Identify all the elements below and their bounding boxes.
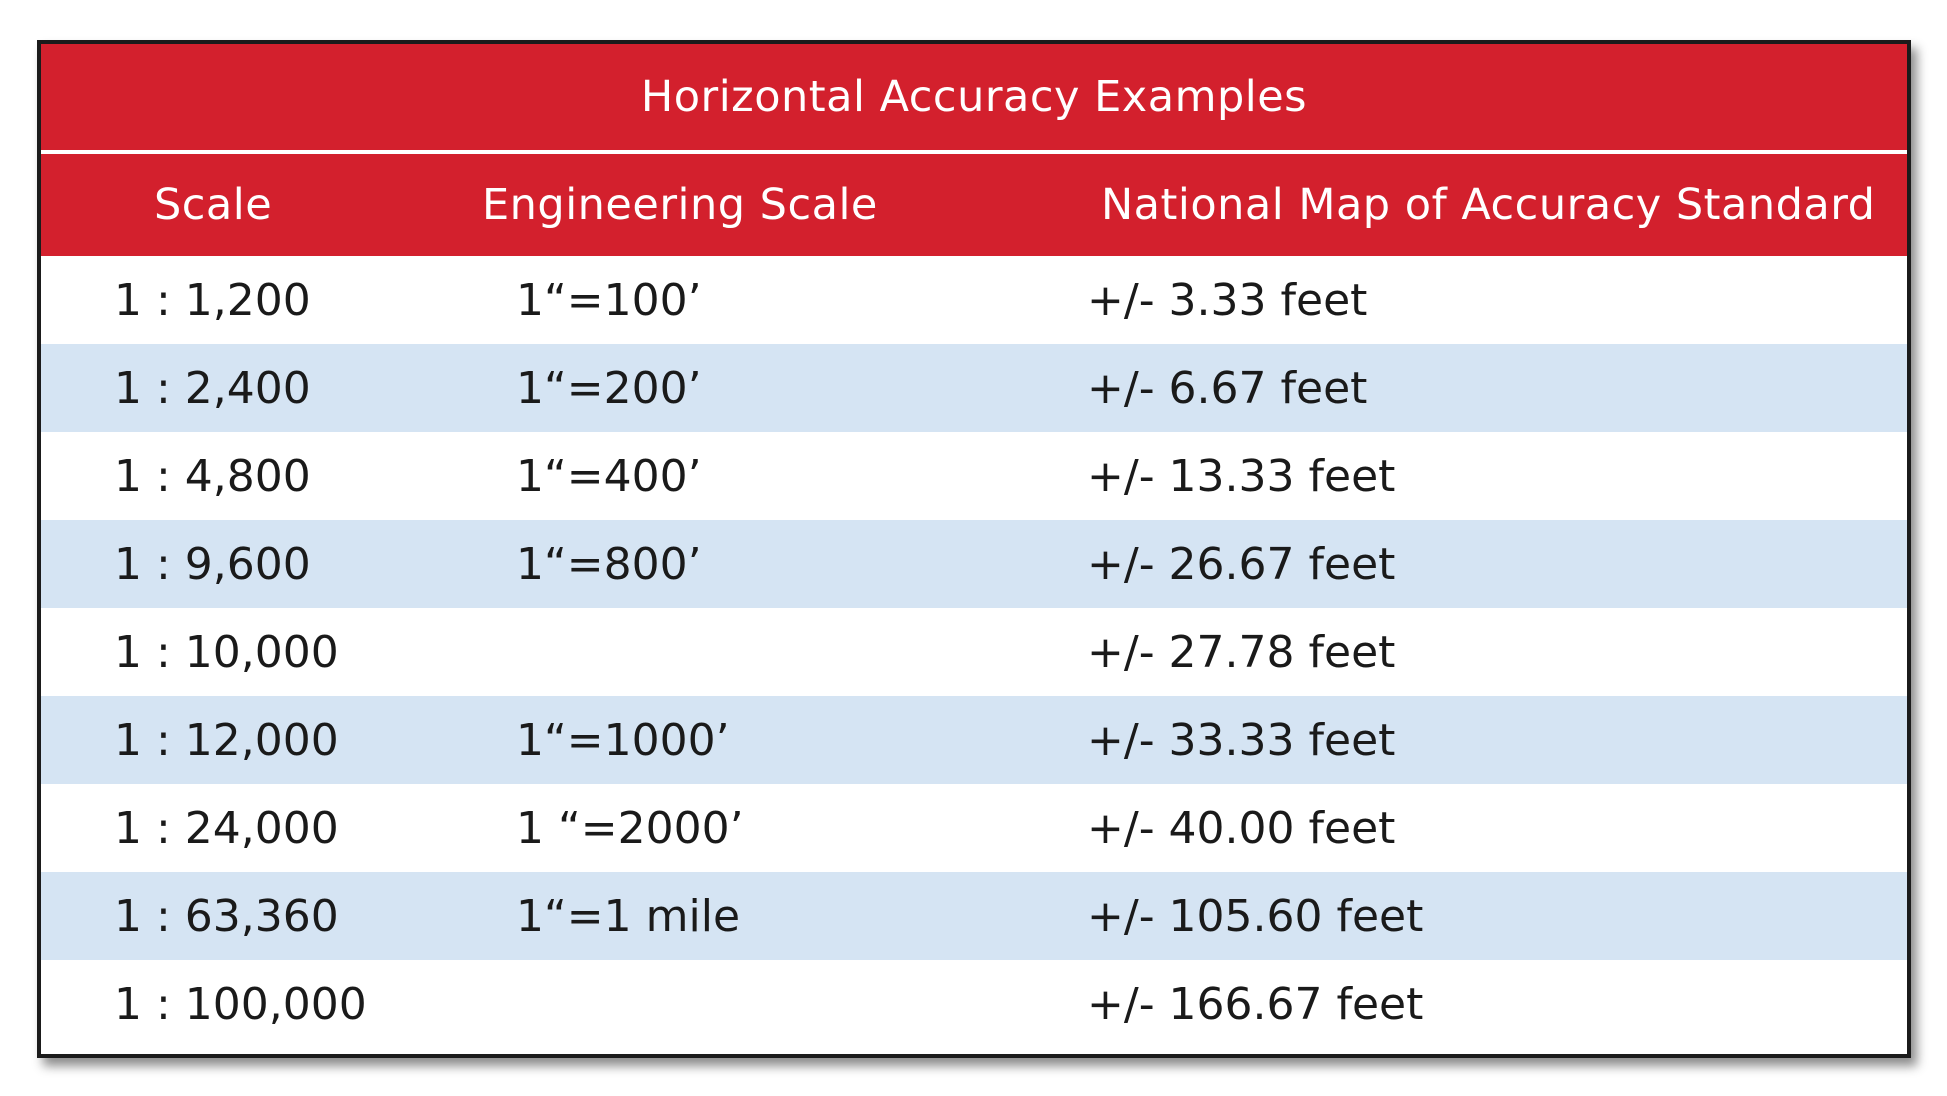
- accuracy-cell: +/- 13.33 feet: [1087, 450, 1396, 502]
- engineering-scale-cell: 1“=200’: [516, 362, 702, 414]
- scale-cell: 1 : 4,800: [114, 450, 311, 502]
- table-row: [41, 608, 1907, 696]
- table-row: [41, 432, 1907, 520]
- engineering-scale-cell: 1“=400’: [516, 450, 702, 502]
- table-body: [41, 256, 1907, 1048]
- table-row: [41, 784, 1907, 872]
- scale-cell: 1 : 9,600: [114, 538, 311, 590]
- table-row: [41, 520, 1907, 608]
- scale-cell: 1 : 1,200: [114, 274, 311, 326]
- accuracy-cell: +/- 3.33 feet: [1087, 274, 1368, 326]
- scale-cell: 1 : 100,000: [114, 978, 367, 1030]
- accuracy-cell: +/- 27.78 feet: [1087, 626, 1396, 678]
- engineering-scale-cell: 1“=100’: [516, 274, 702, 326]
- scale-cell: 1 : 24,000: [114, 802, 339, 854]
- table-row: [41, 872, 1907, 960]
- scale-cell: 1 : 2,400: [114, 362, 311, 414]
- column-header-accuracy-standard: National Map of Accuracy Standard: [1101, 180, 1876, 230]
- accuracy-cell: +/- 33.33 feet: [1087, 714, 1396, 766]
- accuracy-cell: +/- 26.67 feet: [1087, 538, 1396, 590]
- table-row: [41, 960, 1907, 1048]
- engineering-scale-cell: 1“=1 mile: [516, 890, 741, 942]
- scale-cell: 1 : 63,360: [114, 890, 339, 942]
- table-title: Horizontal Accuracy Examples: [41, 44, 1907, 150]
- accuracy-cell: +/- 105.60 feet: [1087, 890, 1424, 942]
- engineering-scale-cell: 1“=800’: [516, 538, 702, 590]
- table-row: [41, 696, 1907, 784]
- scale-cell: 1 : 12,000: [114, 714, 339, 766]
- column-header-scale: Scale: [154, 180, 273, 230]
- scale-cell: 1 : 10,000: [114, 626, 339, 678]
- accuracy-cell: +/- 40.00 feet: [1087, 802, 1396, 854]
- accuracy-cell: +/- 166.67 feet: [1087, 978, 1424, 1030]
- engineering-scale-cell: 1 “=2000’: [516, 802, 744, 854]
- table-row: [41, 256, 1907, 344]
- engineering-scale-cell: 1“=1000’: [516, 714, 730, 766]
- accuracy-cell: +/- 6.67 feet: [1087, 362, 1368, 414]
- table-row: [41, 344, 1907, 432]
- table-header-row: [41, 154, 1907, 256]
- column-header-engineering-scale: Engineering Scale: [482, 180, 878, 230]
- accuracy-table: [37, 40, 1911, 1058]
